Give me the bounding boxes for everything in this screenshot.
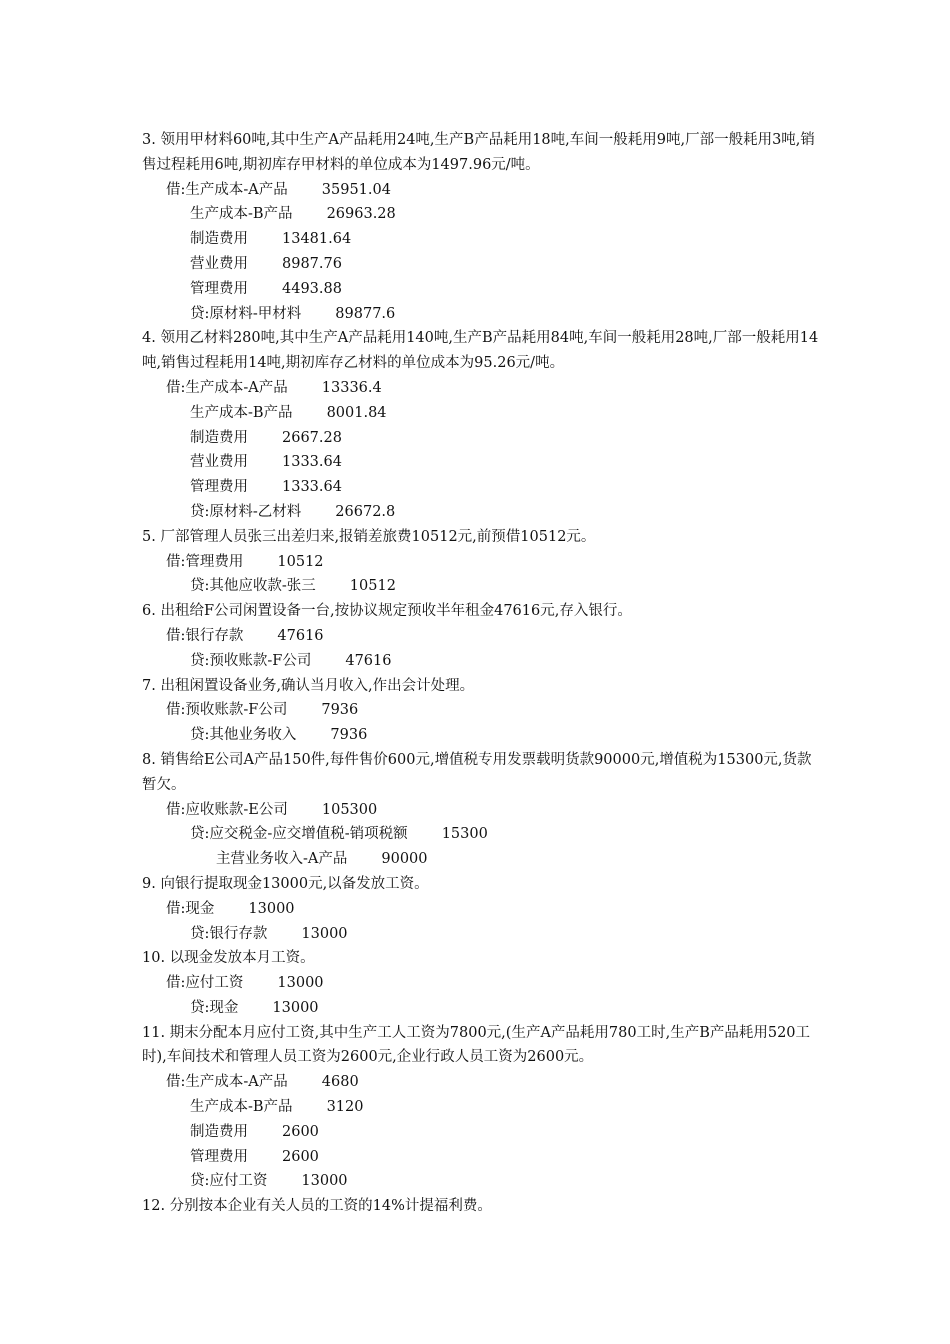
entry-debit: 制造费用 2600 <box>190 1123 319 1140</box>
entry-debit: 制造费用 2667.28 <box>190 429 342 446</box>
question-3: 3. 领用甲材料60吨,其中生产A产品耗用24吨,生产B产品耗用18吨,车间一般耗用9吨,厂部一般耗用3吨,销售过程耗用6吨,期初库存甲材料的单位成本为1497.96元/吨。 <box>142 132 815 173</box>
question-8: 8. 销售给E公司A产品150件,每件售价600元,增值税专用发票载明货款90000元,增值税为15300元,货款暂欠。 <box>142 751 812 793</box>
entry-debit: 借:生产成本-A产品 4680 <box>166 1074 359 1091</box>
entry-debit: 生产成本-B产品 8001.84 <box>190 404 387 421</box>
entry-debit: 营业费用 8987.76 <box>190 255 342 272</box>
entry-debit: 借:生产成本-A产品 13336.4 <box>166 379 382 396</box>
entry-credit: 贷:现金 13000 <box>190 999 319 1016</box>
question-12: 12. 分别按本企业有关人员的工资的14%计提福利费。 <box>142 1198 492 1215</box>
journal-entries <box>142 128 822 1219</box>
question-10: 10. 以现金发放本月工资。 <box>142 950 315 967</box>
entry-debit: 生产成本-B产品 3120 <box>190 1099 364 1116</box>
question-9: 9. 向银行提取现金13000元,以备发放工资。 <box>142 875 429 892</box>
entry-debit: 借:银行存款 47616 <box>166 627 324 644</box>
entry-credit: 贷:银行存款 13000 <box>190 925 348 942</box>
entry-credit: 贷:其他应收款-张三 10512 <box>190 578 396 595</box>
entry-credit: 贷:原材料-乙材料 26672.8 <box>190 503 396 520</box>
entry-debit: 借:管理费用 10512 <box>166 553 324 570</box>
entry-credit: 主营业务收入-A产品 90000 <box>216 851 428 868</box>
question-11: 11. 期末分配本月应付工资,其中生产工人工资为7800元,(生产A产品耗用780工时,生产B产品耗用520工时),车间技术和管理人员工资为2600元,企业行政人员工资为2600元。 <box>142 1024 811 1066</box>
question-6: 6. 出租给F公司闲置设备一台,按协议规定预收半年租金47616元,存入银行。 <box>142 603 632 620</box>
entry-debit: 借:预收账款-F公司 7936 <box>166 702 359 719</box>
entry-debit: 生产成本-B产品 26963.28 <box>190 206 396 223</box>
entry-debit: 营业费用 1333.64 <box>190 454 342 471</box>
entry-debit: 借:生产成本-A产品 35951.04 <box>166 181 391 198</box>
entry-debit: 管理费用 2600 <box>190 1148 319 1165</box>
entry-credit: 贷:原材料-甲材料 89877.6 <box>190 305 396 322</box>
entry-credit: 贷:其他业务收入 7936 <box>190 727 368 744</box>
question-4: 4. 领用乙材料280吨,其中生产A产品耗用140吨,生产B产品耗用84吨,车间一般耗用28吨,厂部一般耗用14吨,销售过程耗用14吨,期初库存乙材料的单位成本为95.26元/吨。 <box>142 330 819 372</box>
entry-debit: 管理费用 1333.64 <box>190 479 342 496</box>
entry-debit: 借:应付工资 13000 <box>166 975 324 992</box>
entry-debit: 借:应收账款-E公司 105300 <box>166 801 378 818</box>
entry-debit: 管理费用 4493.88 <box>190 280 342 297</box>
question-5: 5. 厂部管理人员张三出差归来,报销差旅费10512元,前预借10512元。 <box>142 528 596 545</box>
entry-credit: 贷:应交税金-应交增值税-销项税额 15300 <box>190 826 488 843</box>
question-7: 7. 出租闲置设备业务,确认当月收入,作出会计处理。 <box>142 677 475 694</box>
entry-credit: 贷:应付工资 13000 <box>190 1173 348 1190</box>
entry-debit: 制造费用 13481.64 <box>190 231 352 248</box>
entry-credit: 贷:预收账款-F公司 47616 <box>190 652 392 669</box>
entry-debit: 借:现金 13000 <box>166 900 295 917</box>
